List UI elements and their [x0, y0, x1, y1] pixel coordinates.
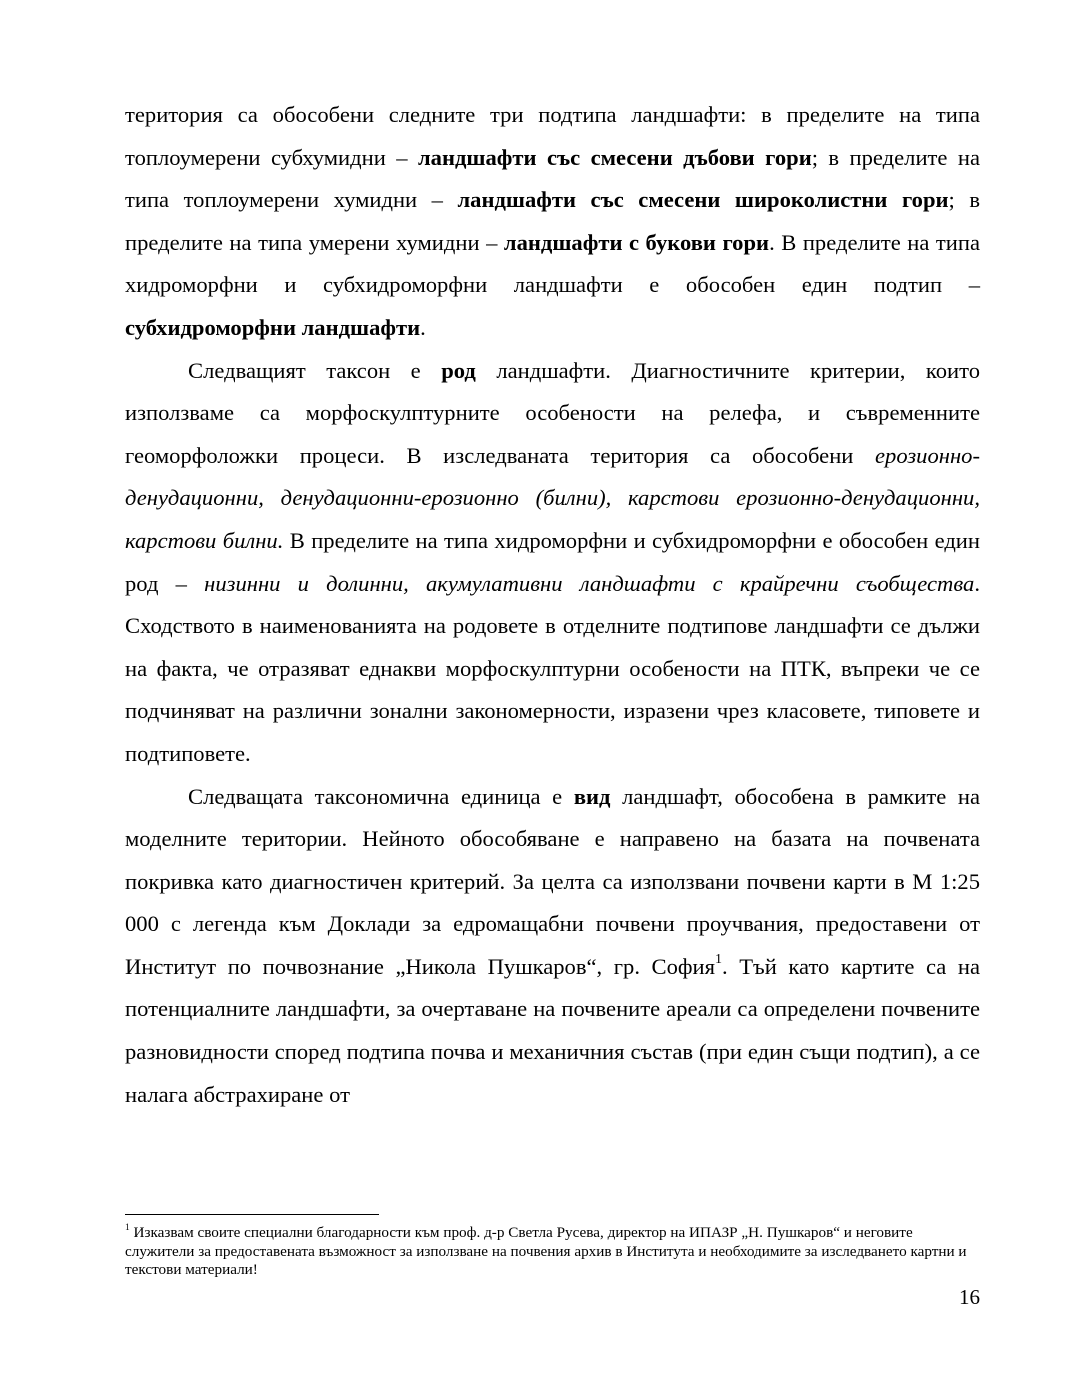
text-run: Следващата таксономична единица е: [188, 783, 574, 809]
bold-term: ландшафти със смесени дъбови гори: [417, 144, 812, 170]
bold-term: ландшафти с букови гори: [503, 229, 770, 255]
paragraph: [125, 350, 980, 776]
text-run: . В пределите на типа хидроморфни и субхидроморфни ландшафти е обособен един подтип –: [125, 229, 981, 298]
page-number: 16: [959, 1285, 980, 1309]
footnote: [125, 1224, 980, 1280]
text-run: . Тъй като картите са на потенциалните ландшафти, за очертаване на почвените ареали са определени почвените разновидности според подтипа почва и механичния състав (при един същи подтип), а се налага абстрахиране от: [125, 953, 980, 1107]
footnote-reference: 1: [715, 952, 723, 968]
text-run: територия са обособени следните три подтипа ландшафти: в пределите на типа топлоумерени субхумидни –: [125, 102, 980, 170]
text-run: . Сходството в наименованията на родовете в отделните подтипове ландшафти се дължи на факта, че отразяват еднакви морфоскулптурни особености на ПТК, въпреки че се подчиняват на различни зонални закономерности, изразени чрез класовете, типовете и подтиповете.: [125, 570, 980, 766]
footnote-separator: [125, 1214, 379, 1215]
paragraph: [125, 94, 980, 350]
footnote-text: Изказвам своите специални благодарности към проф. д-р Светла Русева, директор на ИПАЗР „Н. Пушкаров“ и неговите служители за предоставената възможност за използване на почвения архив в Института и необходимите за изследването картни и текстови материали!: [125, 1224, 967, 1278]
italic-term: низинни и долинни, акумулативни ландшафти с крайречни съобщества: [204, 570, 975, 596]
bold-term: вид: [573, 783, 611, 809]
text-run: ландшафти. Диагностичните критерии, които използваме са морфоскулптурните особености на релефа, и съвременните геоморфоложки процеси. В изследваната територия са обособени: [125, 357, 980, 468]
text-run: ; в пределите на типа умерени хумидни –: [125, 187, 981, 255]
paragraph: [125, 776, 980, 1117]
footnote-marker: 1: [125, 1222, 130, 1233]
text-run: .: [420, 314, 426, 340]
body-text: [125, 94, 980, 1116]
text-run: ; в пределите на типа топлоумерени хумидни –: [125, 144, 980, 213]
text-run: Следващият таксон е: [188, 357, 442, 383]
bold-term: субхидроморфни ландшафти: [125, 314, 421, 340]
text-run: ландшафт, обособена в рамките на моделните територии. Нейното обособяване е направено на базата на почвената покривка като диагностичен критерий. За целта са използвани почвени карти в М 1:25 000 с легенда към Доклади за едромащабни почвени проучвания, предоставени от Институт по почвознание „Никола Пушкаров“, гр. София: [125, 783, 980, 979]
bold-term: род: [441, 357, 476, 383]
italic-term: ерозионно-денудационни, денудационни-ерозионно (билни), карстови ерозионно-денудационни, карстови билни.: [125, 442, 980, 553]
bold-term: ландшафти със смесени широколистни гори: [457, 187, 949, 213]
text-run: В пределите на типа хидроморфни и субхидроморфни е обособен един род –: [125, 527, 980, 596]
